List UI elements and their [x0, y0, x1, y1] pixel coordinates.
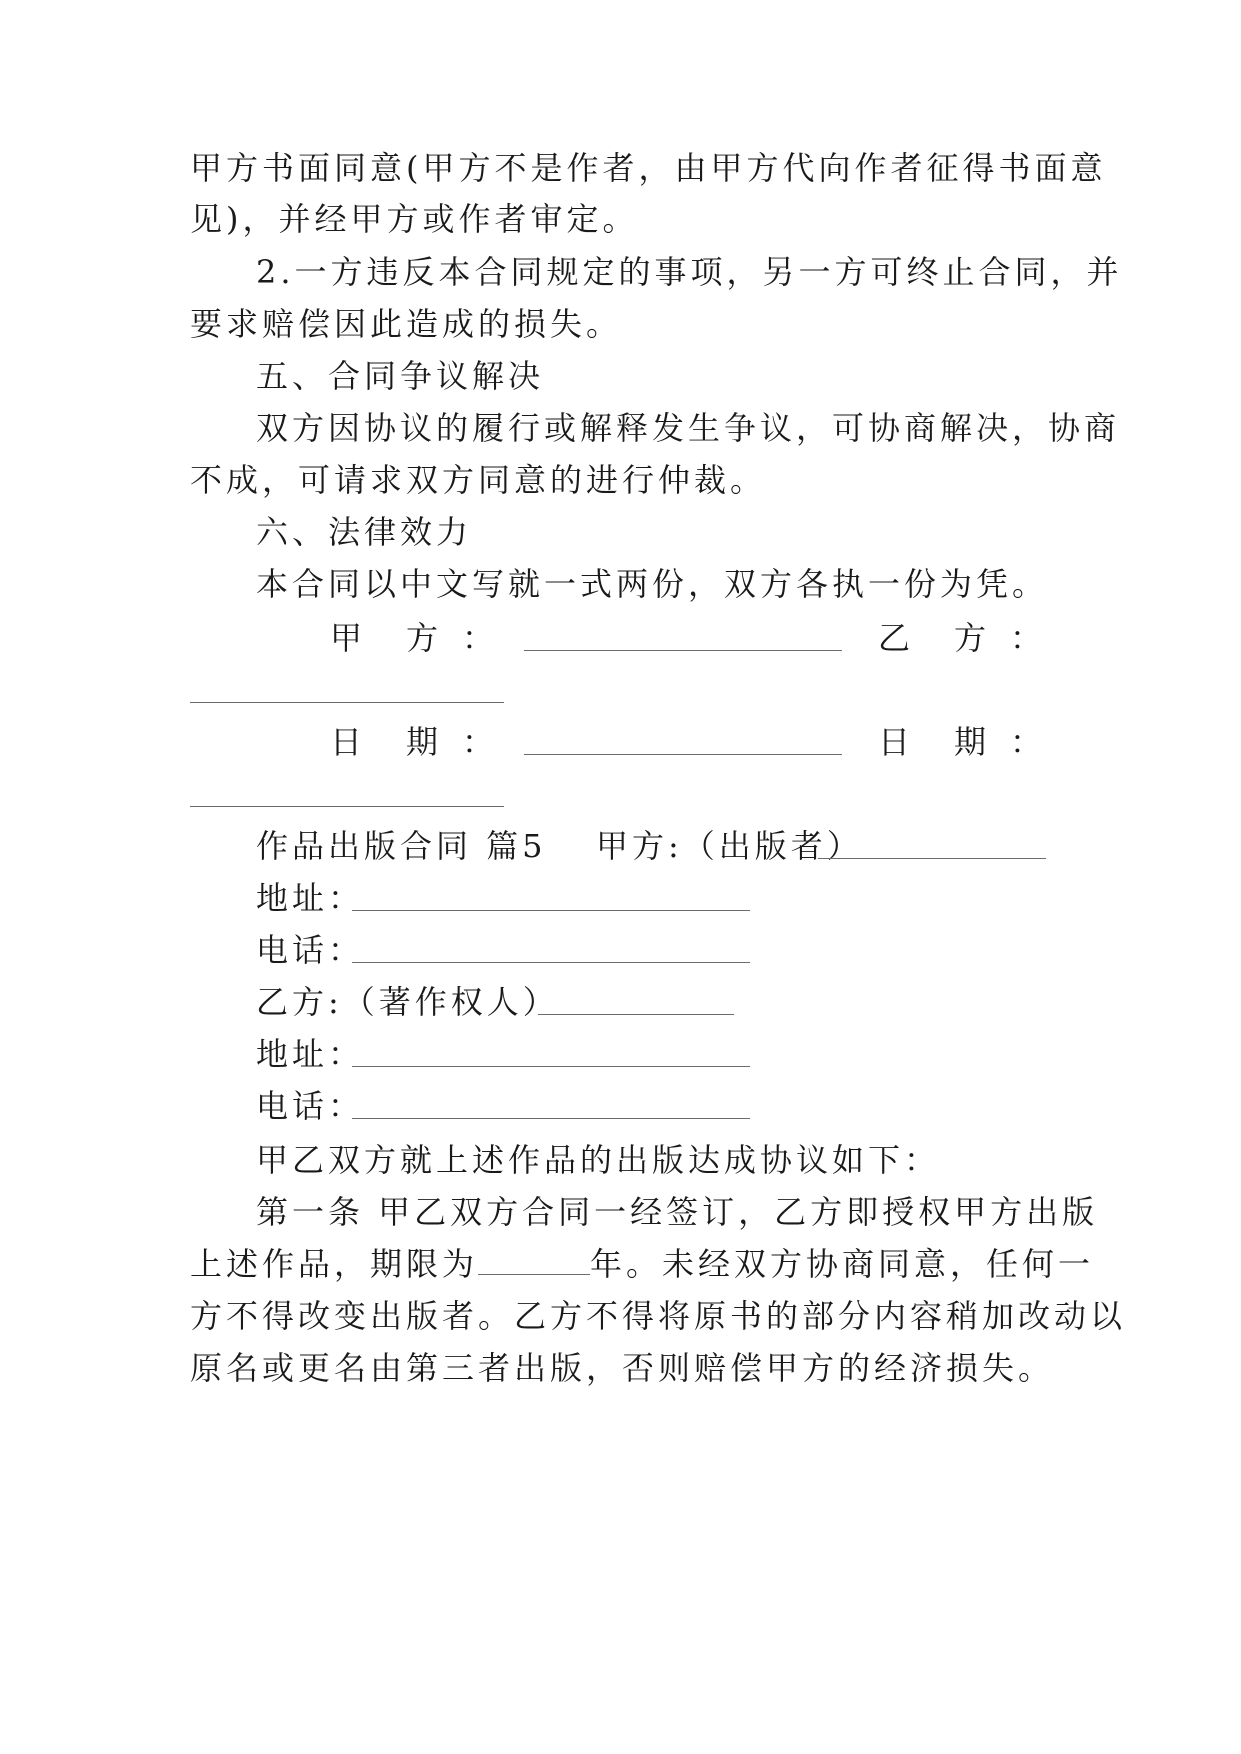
term-years-blank[interactable] [478, 1246, 590, 1275]
colon: ： [1010, 619, 1087, 657]
section-heading: 五、合同争议解决 [256, 357, 545, 395]
contract-title: 作品出版合同 篇5 [256, 827, 547, 865]
date-a-label: 日期 [330, 723, 483, 761]
section-heading: 六、法律效力 [256, 513, 473, 551]
paragraph-line: 要求赔偿因此造成的损失。 [190, 305, 623, 343]
date-a-blank[interactable] [524, 754, 842, 755]
party-b-signature-blank[interactable] [190, 702, 504, 703]
address-a-label: 地址： [256, 879, 365, 917]
address-b-label: 地址： [256, 1035, 365, 1073]
party-b-author-label: 乙方:（著作权人） [256, 983, 559, 1021]
phone-b-blank[interactable] [352, 1118, 750, 1119]
party-a-label: 甲方 [330, 619, 483, 657]
article-1-line [190, 1244, 1094, 1284]
article-1-line: 方不得改变出版者。乙方不得将原书的部分内容稍加改动以 [190, 1297, 1127, 1335]
signature-row-parties [0, 618, 1241, 658]
contract-heading [256, 826, 547, 866]
article-1-term-post: 年。未经双方协商同意，任何一 [590, 1245, 1095, 1283]
date-b-label: 日期 [878, 723, 1031, 761]
article-1-line: 原名或更名由第三者出版，否则赔偿甲方的经济损失。 [190, 1349, 1055, 1387]
paragraph-line: 甲方书面同意(甲方不是作者，由甲方代向作者征得书面意 [190, 149, 1107, 187]
paragraph-line: 不成，可请求双方同意的进行仲裁。 [190, 461, 767, 499]
phone-a-label: 电话： [256, 931, 365, 969]
paragraph-line: 见)，并经甲方或作者审定。 [190, 200, 639, 238]
article-1-line: 第一条 甲乙双方合同一经签订，乙方即授权甲方出版 [256, 1193, 1099, 1231]
signature-row-dates [0, 722, 1241, 762]
paragraph-line: 2.一方违反本合同规定的事项，另一方可终止合同，并 [256, 253, 1123, 291]
party-a-publisher-label: 甲方:（出版者） [596, 827, 863, 865]
article-1-term-pre: 上述作品，期限为 [190, 1245, 479, 1283]
phone-b-label: 电话： [256, 1087, 365, 1125]
party-b-label: 乙方 [878, 619, 1031, 657]
colon: ： [462, 619, 539, 657]
address-a-blank[interactable] [352, 910, 750, 911]
party-a-signature-blank[interactable] [524, 650, 842, 651]
party-a-name-blank[interactable] [818, 858, 1046, 859]
party-b-name-blank[interactable] [538, 1014, 734, 1015]
date-b-blank[interactable] [190, 806, 504, 807]
paragraph-line: 本合同以中文写就一式两份，双方各执一份为凭。 [256, 565, 1049, 603]
paragraph-line: 双方因协议的履行或解释发生争议，可协商解决，协商 [256, 409, 1121, 447]
agreement-intro: 甲乙双方就上述作品的出版达成协议如下： [256, 1141, 941, 1179]
colon: ： [1010, 723, 1087, 761]
colon: ： [462, 723, 539, 761]
phone-a-blank[interactable] [352, 962, 750, 963]
address-b-blank[interactable] [352, 1066, 750, 1067]
